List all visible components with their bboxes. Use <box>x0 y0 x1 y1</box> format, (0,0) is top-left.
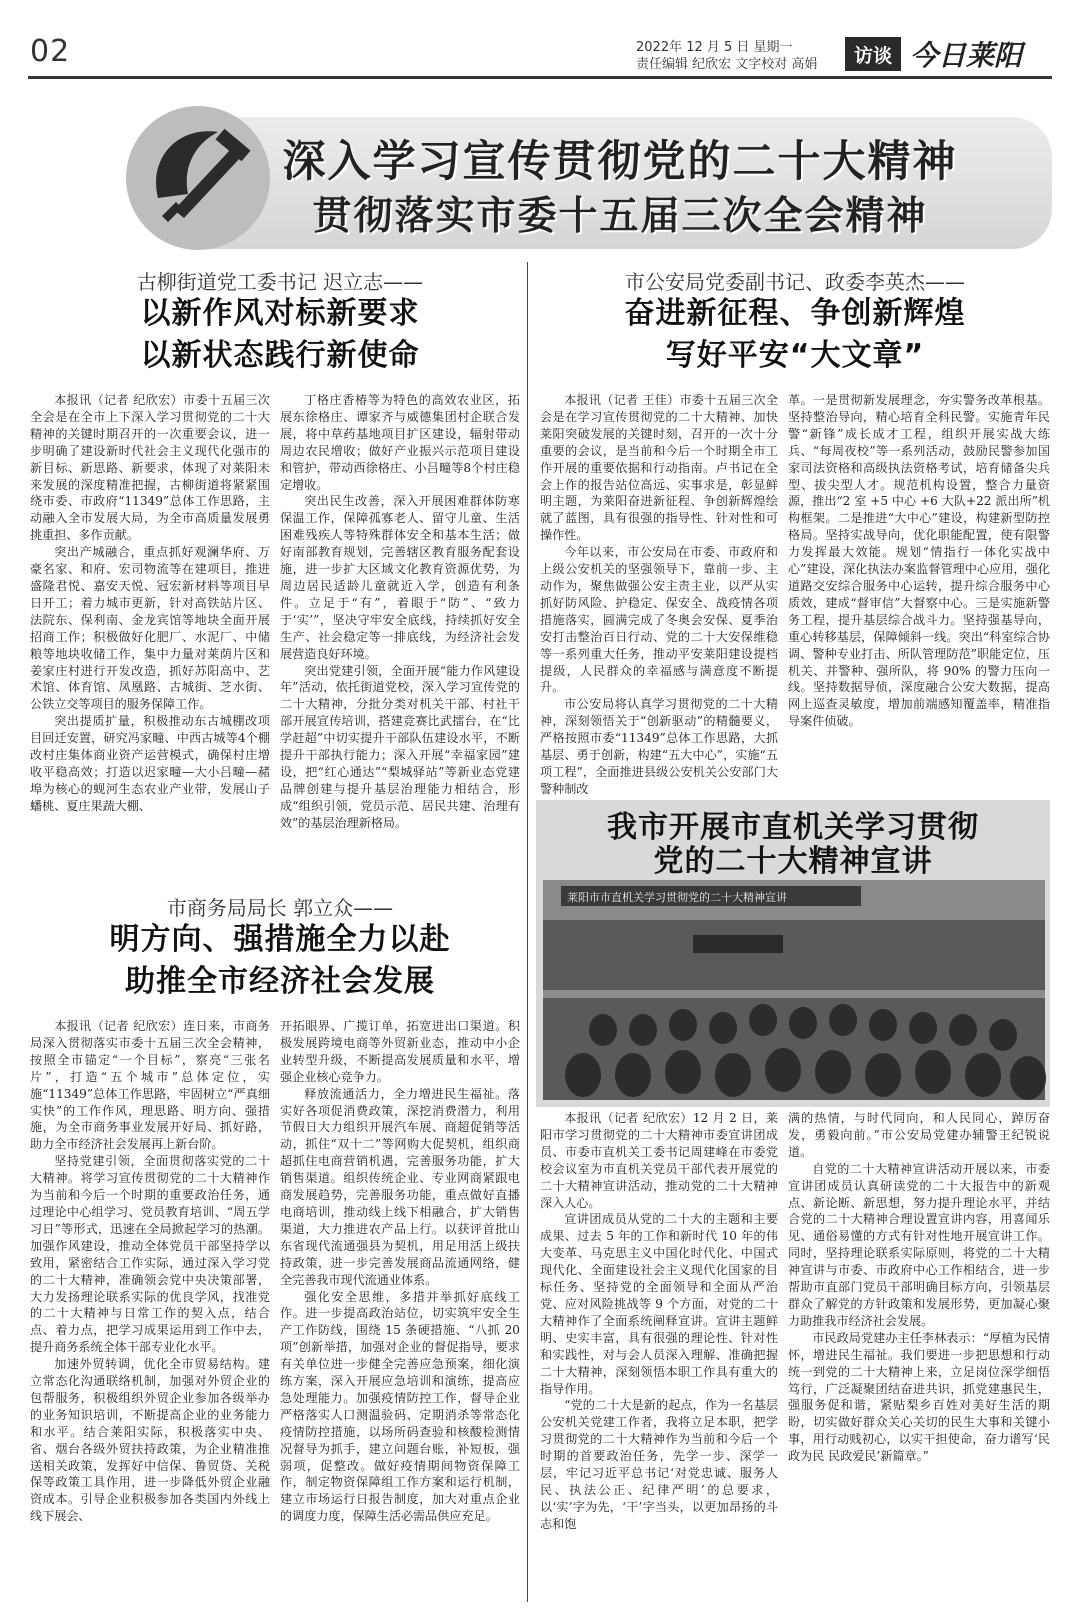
paragraph: 本报讯（记者 纪欣宏）市委十五届三次全会是在全市上下深入学习贯彻党的二十大精神的关键时期召开的一次重要会议，进一步明确了建设新时代社会主义现代化强市的新目标、新思路、新要求，体现了对莱阳未来发展的深度精准把握，古柳街道将紧紧围绕市委、市政府“11349”总体工作思路，主动融入全市发展大局，为全市高质量发展勇挑重担、多作贡献。 <box>30 393 270 543</box>
article-2-headline-2: 写好平安“大文章” <box>665 338 925 373</box>
paragraph: 市公安局将认真学习贯彻党的二十大精神，深刻领悟关于“创新驱动”的精髓要义，严格按照市委“11349”总体工作思路，大抓基层、勇于创新，构建“五大中心”，实施“五项工程”，全面推进县级公安机关公安部门大警种制改 <box>540 697 778 796</box>
paragraph: 突出党建引领，全面开展“能力作风建设年”活动，依托街道党校，深入学习宣传党的二十大精神，分批分类对机关干部、村社干部开展宣传培训，搭建竞赛比武擂台，在“比学赶超”中切实提升干部队伍建设水平，不断提升干部执行能力；深入开展“幸福家园”建设，把“红心通达”“梨城驿站”等新业态党建品牌创建与提升基层治理能力相结合，形成“组织引领，党员示范、居民共建、治理有效”的基层治理新格局。 <box>280 663 520 830</box>
page-number: 02 <box>30 34 71 69</box>
paragraph: 本报讯（记者 王佳）市委十五届三次全会是在学习宣传贯彻党的二十大精神、加快莱阳突破发展的关键时刻，召开的一次十分重要的会议，是当前和今后一个时期全市工作开展的重要依据和行动指南。卢书记在全会上作的报告站位高远、实事求是，彰显鲜明主题，为莱阳奋进新征程、争创新辉煌绘就了蓝图，具有很强的指导性、针对性和可操作性。 <box>540 393 778 543</box>
paragraph: 革。一是贯彻新发展理念，夯实警务改革根基。坚持整治导向，精心培育全科民警。实施青年民警“新锋”成长成才工程，组织开展实战大练兵、“每周夜校”等一系列活动，鼓励民警参加国家司法资格和高级执法资格考试，培育储备尖兵型、拔尖型人才。规范机构设置，整合力量资源，推出“2 室 +5 中心 +6 大队+22 派出所”机构框架。二是推进“大中心”建设，构建新型防控格局。坚持实战导向，优化职能配置，使有限警力发挥最大效能。规划“情指行一体化实战中心”建设，深化执法办案监督管理中心应用，强化道路交安综合服务中心运转，提升综合服务中心质效，建成“督审信”大督察中心。三是实施新警务工程，提升基层综合战斗力。坚持强基导向，重心转移基层，保障倾斜一线。突出“科室综合协调、警种专业打击、所队管理防范”职能定位，压机关、并警种、强所队，将 90% 的警力压向一线。坚持数据导侦，深度融合公安大数据，提高网上巡查灵敏度，增加前端感知覆盖率，精准指导案件侦破。 <box>788 393 1050 729</box>
paragraph: 宣讲团成员从党的二十大的主题和主要成果、过去 5 年的工作和新时代 10 年的伟大变革、马克思主义中国化时代化、中国式现代化、全面建设社会主义现代化国家的目标任务、坚持党的全面领导和全面从严治党、应对风险挑战等 9 个方面，对党的二十大精神作了全面系统阐释宣讲。宣讲主题鲜明、史实丰富，具有很强的理论性、针对性和实践性，对与会人员深入理解、准确把握二十大精神，深刻领悟本职工作具有重大的指导作用。 <box>540 1212 778 1396</box>
paragraph: 今年以来，市公安局在市委、市政府和上级公安机关的坚强领导下，靠前一步、主动作为，聚焦做强公安主责主业，以严从实抓好防风险、护稳定、保安全、战疫情各项措施落实，圆满完成了冬奥会安保、夏季治安打击整治百日行动、党的二十大安保维稳等一系列重大任务，推动平安莱阳建设提档提级，人民群众的幸福感与满意度不断提升。 <box>540 545 778 695</box>
paragraph: 加速外贸转调，优化全市贸易结构。建立常态化沟通联络机制，加强对外贸企业的包帮服务，积极组织外贸企业参加各级举办的业务知识培训，不断提高企业的业务能力和水平。结合莱阳实际，积极落实中央、省、烟台各级外贸扶持政策，为企业精准推送相关政策，发挥好中信保、鲁贸贷、关税保等政策工具作用，进一步降低外贸企业融资成本。引导企业积极参加各类国内外线上线下展会、 <box>30 1357 270 1524</box>
paragraph: 强化安全思维，多措并举抓好底线工作。进一步提高政治站位，切实筑牢安全生产工作防线，围绕 15 条硬措施、“八抓 20 项”创新举措，加强对企业的督促指导，要求有关单位进一步健全完善应急预案，细化演练方案，深入开展应急培训和演练，提高应急处理能力。加强疫情防控工作，督导企业严格落实人口测温验码、定期消杀等常态化疫情防控措施，以场所码查验和核酸检测情况督导为抓手，建立问题台账，补短板，强弱项，促整改。做好疫情期间物资保障工作，制定物资保障组工作方案和运行机制，建立市场运行日报告制度，加大对重点企业的调度力度，保障生活必需品供应充足。 <box>280 1289 520 1524</box>
paragraph: “党的二十大是新的起点，作为一名基层公安机关党建工作者，我将立足本职，把学习贯彻党的二十大精神作为当前和今后一个时期的首要政治任务，先学一步、深学一层，牢记习近平总书记‘对党忠诚、服务人民、执法公正、纪律严明’的总要求，以‘实’字为先，‘干’字当头，以更加昂扬的斗志和饱 <box>540 1398 778 1531</box>
editor-credits: 责任编辑 纪欣宏 文字校对 高娟 <box>636 57 818 72</box>
paragraph: 本报讯（记者 纪欣宏）连日来，市商务局深入贯彻落实市委十五届三次全会精神，按照全市锚定“一个目标”，察亮“三张名片”，打造“五个城市”总体定位，实施“11349”总体工作思路，牢固树立“严真细实快”的工作作风，理思路、明方向、强措施，为全市商务事业发展开好局、抓好路，助力全市经济社会发展再上新台阶。 <box>30 1019 270 1152</box>
article-4-headline-2: 党的二十大精神宣讲 <box>653 844 933 879</box>
article-2-column-1 <box>540 392 778 796</box>
issue-date: 2022年 12 月 5 日 星期一 <box>636 40 793 55</box>
article-4-column-2 <box>788 1110 1050 1605</box>
article-1-headline-1: 以新作风对标新要求 <box>140 296 420 331</box>
paragraph: 释放流通活力，全力增进民生福祉。落实好各项促消费政策，深挖消费潜力，利用节假日大力组织开展汽车展、商超促销等活动，抓住“双十二”等网购大促契机，组织商超抓住电商营销机遇，完善服务功能，扩大销售渠道。组织传统企业、专业网商紧跟电商发展趋势，完善服务功能，重点做好直播电商培训，推动线上线下相融合，扩大销售渠道，大力推进农产品上行。以获评首批山东省现代流通强县为契机，用足用活上级扶持政策，进一步完善发展商品流通网络，健全完善我市现代流通业体系。 <box>280 1086 520 1287</box>
article-1-headline-2: 以新状态践行新使命 <box>140 338 420 373</box>
article-2-headline-1: 奋进新征程、争创新辉煌 <box>624 296 966 331</box>
paragraph: 突出产城融合，重点抓好观澜华府、万豪名家、和府、宏司物流等在建项目，推进盛隆君悦、嘉安天悦、冠宏新材料等项目早日开工；着力城市更新，针对高铁站片区、法院东、保利南、金龙宾馆等地块全面开展招商工作；积极做好化肥厂、水泥厂、中储粮等地块收储工作，集中力量对莱荫片区和姜家庄村进行开发改造，抓好苏阳高中、艺术馆、体育馆、凤凰路、古城街、芝水街、公铁立交等项目的服务保障工作。 <box>30 545 270 712</box>
paragraph: 突出民生改善，深入开展困难群体防寒保温工作，保障孤寡老人、留守儿童、生活困难残疾人等特殊群体安全和基本生活；做好南部教育规划，完善辖区教育服务配套设施，进一步扩大区域文化教育资源优势，为周边居民适龄儿童就近入学，创造有利条件。立足于“有”，着眼于“防”、“致力于‘实’”，坚决守牢安全底线，持续抓好安全生产、社会稳定等一排底线，为经济社会发展营造良好环境。 <box>280 494 520 661</box>
photo-banner-text: 莱阳市市直机关学习贯彻党的二十大精神宣讲 <box>567 891 787 904</box>
banner-line-1: 深入学习宣传贯彻党的二十大精神 <box>282 137 958 187</box>
paragraph: 开拓眼界、广揽订单，拓宽进出口渠道。积极发展跨境电商等外贸新业态，推动中小企业转型升级，不断提高发展质量和水平，增强企业核心竞争力。 <box>280 1019 520 1084</box>
article-1-column-1 <box>30 392 270 862</box>
paragraph: 本报讯（记者 纪欣宏）12 月 2 日，莱阳市学习贯彻党的二十大精神市委宣讲团成员、市委市直机关工委书记周建峰在市委党校会议室为市直机关党员干部代表开展党的二十大精神宣讲活动，推动党的二十大精神深入人心。 <box>540 1111 778 1210</box>
article-3-headline-1: 明方向、强措施全力以赴 <box>109 922 451 957</box>
article-2-column-2 <box>788 392 1050 787</box>
paragraph: 突出提质扩量，积极推动东古城棚改项目回迁安置，研究冯家疃、中西古城等4个棚改村庄集体商业资产运营模式，确保村庄增收平稳高效；打造以迟家疃—大小吕疃—赭埠为核心的蚬河生态农业产业带，发展山子蟠桃、夏庄果蔬大棚、 <box>30 714 270 813</box>
paragraph: 丁格庄香椿等为特色的高效农业区，拓展东徐格庄、谭家齐与威德集团村企联合发展，将中草药基地项目扩区建设，辐射带动周边农民增收；做好产业振兴示范项目建设和管护，带动西徐格庄、小吕疃等8个村庄稳定增收。 <box>280 393 520 492</box>
paragraph: 市民政局党建办主任李林表示：“厚植为民情怀，增进民生福祉。我们要进一步把思想和行动统一到党的二十大精神上来，立足岗位深学细悟笃行，广泛凝聚团结奋进共识，抓党建惠民生，强服务促和谐，紧贴梨乡百姓对美好生活的期盼，切实做好群众关心关切的民生大事和关键小事，用行动贱初心，以实干担使命，奋力谱写‘民政为民 民政爱民’新篇章。” <box>788 1330 1050 1464</box>
article-2-byline: 市公安局党委副书记、政委李英杰—— <box>625 270 965 294</box>
article-3-byline: 市商务局局长 郭立众—— <box>166 896 394 920</box>
paragraph: 自党的二十大精神宣讲活动开展以来，市委宣讲团成员认真研读党的二十大报告中的新观点、新论断、新思想，努力提升理论水平，并结合党的二十大精神合理设置宣讲内容，用喜闻乐见、通俗易懂的方式有针对性地开展宣讲工作。同时，坚持理论联系实际原则，将党的二十大精神宣讲与市委、市政府中心工作相结合，进一步帮助市直部门党员干部明确目标方向，引领基层群众了解党的方针政策和发展形势，更加凝心聚力助推我市经济社会发展。 <box>788 1161 1050 1328</box>
article-4-headline-1: 我市开展市直机关学习贯彻 <box>607 810 979 845</box>
banner-line-2: 贯彻落实市委十五届三次全会精神 <box>312 194 928 239</box>
article-3-column-1 <box>30 1018 270 1603</box>
column-divider <box>527 262 528 1602</box>
lecture-photo <box>543 880 1045 1100</box>
paragraph: 满的热情，与时代同向，和人民同心，踔厉奋发，勇毅向前。”市公安局党建办辅警王纪锐说道。 <box>788 1111 1050 1159</box>
article-1-column-2 <box>280 392 520 862</box>
newspaper-logo: 今日莱阳 <box>910 39 1023 72</box>
article-3-column-2 <box>280 1018 520 1603</box>
article-4-column-1 <box>540 1110 778 1605</box>
header-rule <box>28 76 1052 79</box>
paragraph: 坚持党建引领，全面贯彻落实党的二十大精神。将学习宣传贯彻党的二十大精神作为当前和今后一个时期的重要政治任务，通过理论中心组学习、党员教育培训、“周五学习日”等形式，迅速在全局掀起学习的热潮。加强作风建设，推动全体党员干部坚持学以致用，紧密结合工作实际，通过深入学习党的二十大精神，准确领会党中央决策部署，大力发扬理论联系实际的优良学风，找准党的二十大精神与日常工作的契入点，结合点、着力点，把学习成果运用到工作中去，提升商务系统全体干部专业化水平。 <box>30 1154 270 1355</box>
section-badge: 访谈 <box>845 37 901 71</box>
article-3-headline-2: 助推全市经济社会发展 <box>125 964 435 999</box>
article-1-byline: 古柳街道党工委书记 迟立志—— <box>136 270 424 294</box>
